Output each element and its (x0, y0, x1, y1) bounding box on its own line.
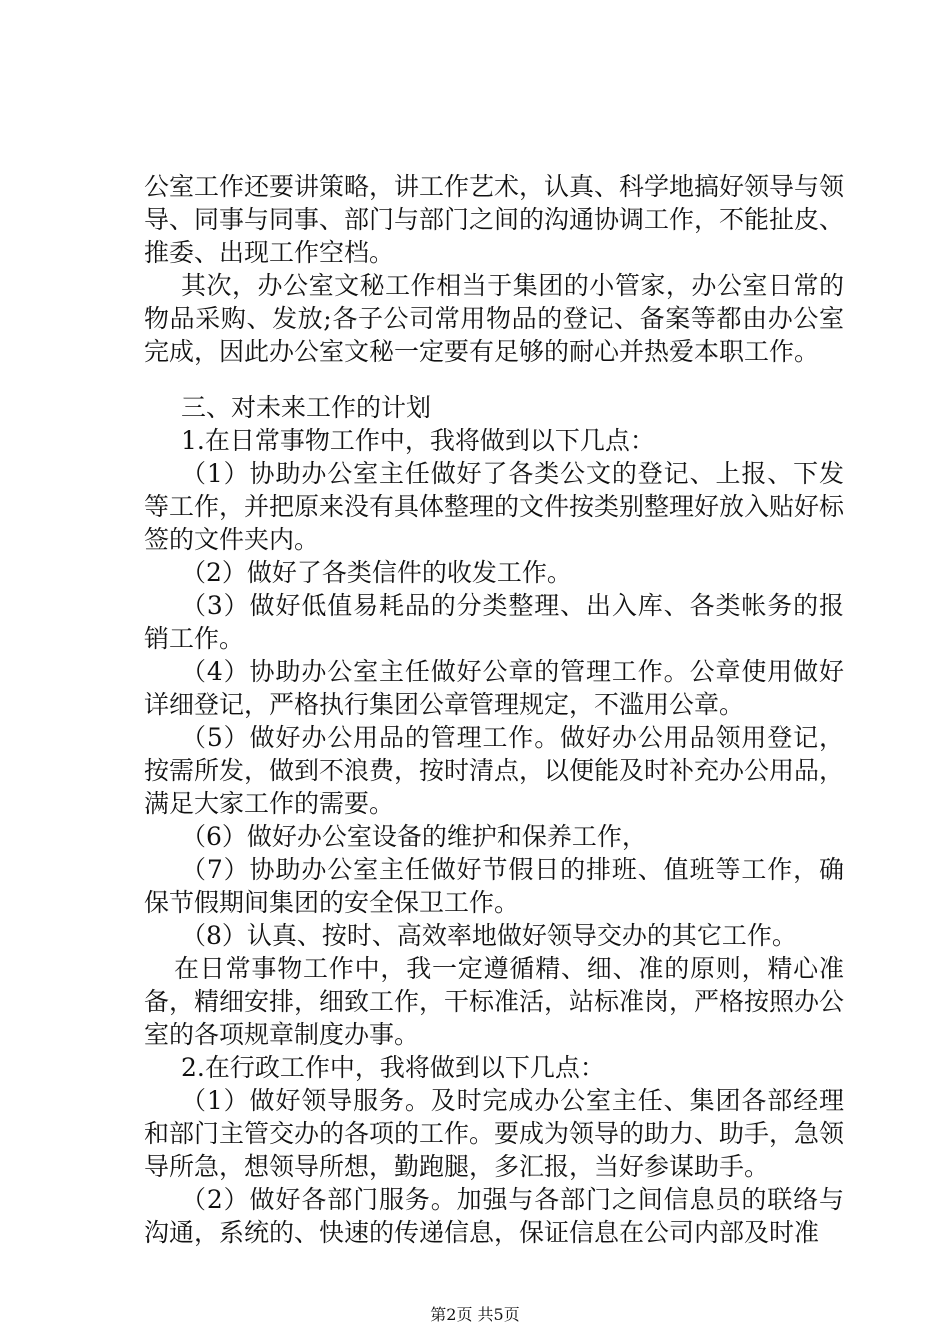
admin-item-1: （1）做好领导服务。及时完成办公室主任、集团各部经理和部门主管交办的各项的工作。要成为领导的助力、助手，急领导所急，想领导所想，勤跑腿，多汇报，当好参谋助手。 (144, 1086, 845, 1181)
paragraph-secondly: 其次，办公室文秘工作相当于集团的小管家，办公室日常的物品采购、发放;各子公司常用物品的登记、备案等都由办公室完成，因此办公室文秘一定要有足够的耐心并热爱本职工作。 (144, 271, 844, 366)
list-item-2: （2）做好了各类信件的收发工作。 (181, 558, 572, 587)
list-item-4: （4）协助办公室主任做好公章的管理工作。公章使用做好详细登记，严格执行集团公章管理规定，不滥用公章。 (144, 657, 844, 719)
list-item-6: （6）做好办公室设备的维护和保养工作， (181, 822, 647, 851)
subheading-admin-work: 2.在行政工作中，我将做到以下几点： (181, 1053, 605, 1082)
page-number: 第2页 共5页 (430, 1305, 520, 1324)
list-item-8: （8）认真、按时、高效率地做好领导交办的其它工作。 (181, 921, 797, 950)
list-item-1: （1）协助办公室主任做好了各类公文的登记、上报、下发等工作，并把原来没有具体整理的文件按类别整理好放入贴好标签的文件夹内。 (144, 459, 845, 554)
page-footer (0, 1302, 950, 1325)
section-heading-future-plan: 三、对未来工作的计划 (181, 393, 432, 422)
list-item-5: （5）做好办公用品的管理工作。做好办公用品领用登记，按需所发，做到不浪费，按时清点，以便能及时补充办公用品，满足大家工作的需要。 (144, 723, 845, 818)
list-item-3: （3）做好低值易耗品的分类整理、出入库、各类帐务的报销工作。 (144, 591, 844, 653)
admin-item-2: （2）做好各部门服务。加强与各部门之间信息员的联络与沟通，系统的、快速的传递信息，保证信息在公司内部及时准 (144, 1185, 844, 1247)
subheading-daily-affairs: 1.在日常事物工作中，我将做到以下几点： (181, 426, 655, 455)
list-item-7: （7）协助办公室主任做好节假日的排班、值班等工作，确保节假期间集团的安全保卫工作。 (144, 855, 844, 917)
document-body (144, 170, 844, 1249)
paragraph-spacer (144, 368, 844, 391)
paragraph-daily-summary: 在日常事物工作中，我一定遵循精、细、准的原则，精心准备，精细安排，细致工作，干标准活，站标准岗，严格按照办公室的各项规章制度办事。 (144, 954, 845, 1049)
paragraph-continuation: 公室工作还要讲策略，讲工作艺术，认真、科学地搞好领导与领导、同事与同事、部门与部门之间的沟通协调工作，不能扯皮、推委、出现工作空档。 (144, 172, 845, 267)
